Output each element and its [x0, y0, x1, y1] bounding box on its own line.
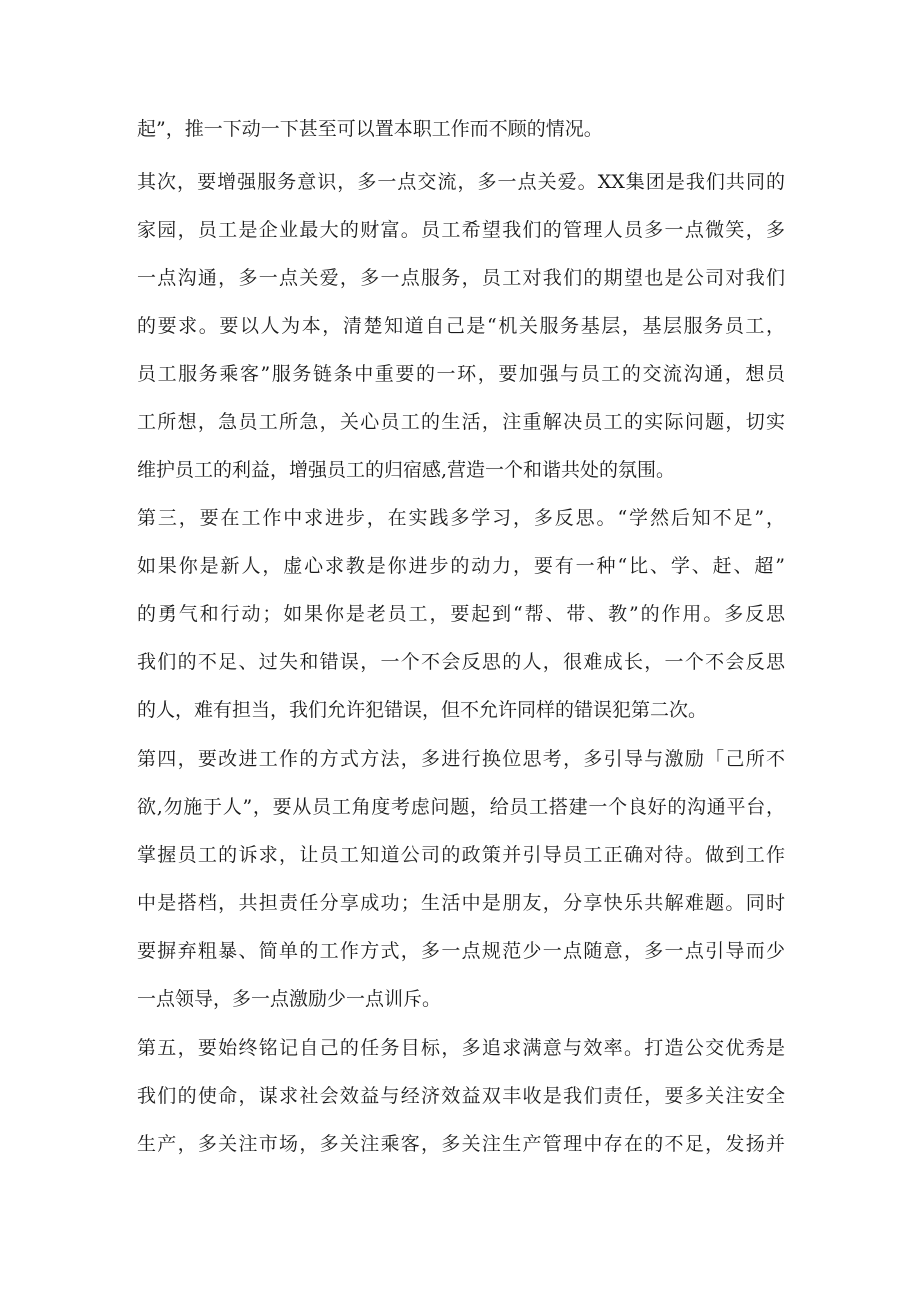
text-line: 第三，要在工作中求进步，在实践多学习，多反思。“学然后知不足”， [137, 507, 785, 529]
text-line: 如果你是新人，虚心求教是你进步的动力，要有一种“比、学、赶、超” [137, 555, 785, 577]
text-line: 的勇气和行动；如果你是老员工，要起到“帮、带、教”的作用。多反思 [137, 603, 785, 625]
text-line: 欲,勿施于人”，要从员工角度考虑问题，给员工搭建一个良好的沟通平台， [137, 796, 785, 818]
text-line: 生产，多关注市场，多关注乘客，多关注生产管理中存在的不足，发扬并 [137, 1133, 785, 1155]
text-line: 一点沟通，多一点关爱，多一点服务，员工对我们的期望也是公司对我们 [137, 267, 785, 289]
text-line: 中是搭档，共担责任分享成功；生活中是朋友，分享快乐共解难题。同时 [137, 892, 785, 914]
text-line: 要摒弃粗暴、简单的工作方式，多一点规范少一点随意，多一点引导而少 [137, 940, 785, 962]
text-line: 我们的使命，谋求社会效益与经济效益双丰收是我们责任，要多关注安全 [137, 1085, 785, 1107]
text-line: 家园，员工是企业最大的财富。员工希望我们的管理人员多一点微笑，多 [137, 219, 785, 241]
text-line: 的人，难有担当，我们允许犯错误，但不允许同样的错误犯第二次。 [137, 699, 708, 721]
text-line: 一点领导，多一点激励少一点训斥。 [137, 988, 442, 1010]
text-line: 掌握员工的诉求，让员工知道公司的政策并引导员工正确对待。做到工作 [137, 844, 785, 866]
text-line: 第五，要始终铭记自己的任务目标，多追求满意与效率。打造公交优秀是 [137, 1037, 785, 1059]
text-line: 维护员工的利益，增强员工的归宿感,营造一个和谐共处的氛围。 [137, 459, 676, 481]
text-line: 的要求。要以人为本，清楚知道自己是“机关服务基层，基层服务员工， [137, 315, 785, 337]
text-line: 我们的不足、过失和错误，一个不会反思的人，很难成长，一个不会反思 [137, 651, 785, 673]
text-line: 工所想，急员工所急，关心员工的生活，注重解决员工的实际问题，切实 [137, 411, 785, 433]
text-line: 第四，要改进工作的方式方法，多进行换位思考，多引导与激励「己所不 [137, 748, 785, 770]
text-line: 其次，要增强服务意识，多一点交流，多一点关爱。XX集团是我们共同的 [137, 171, 785, 193]
text-line: 起”，推一下动一下甚至可以置本职工作而不顾的情况。 [137, 118, 603, 140]
text-line: 员工服务乘客”服务链条中重要的一环，要加强与员工的交流沟通，想员 [137, 363, 785, 385]
